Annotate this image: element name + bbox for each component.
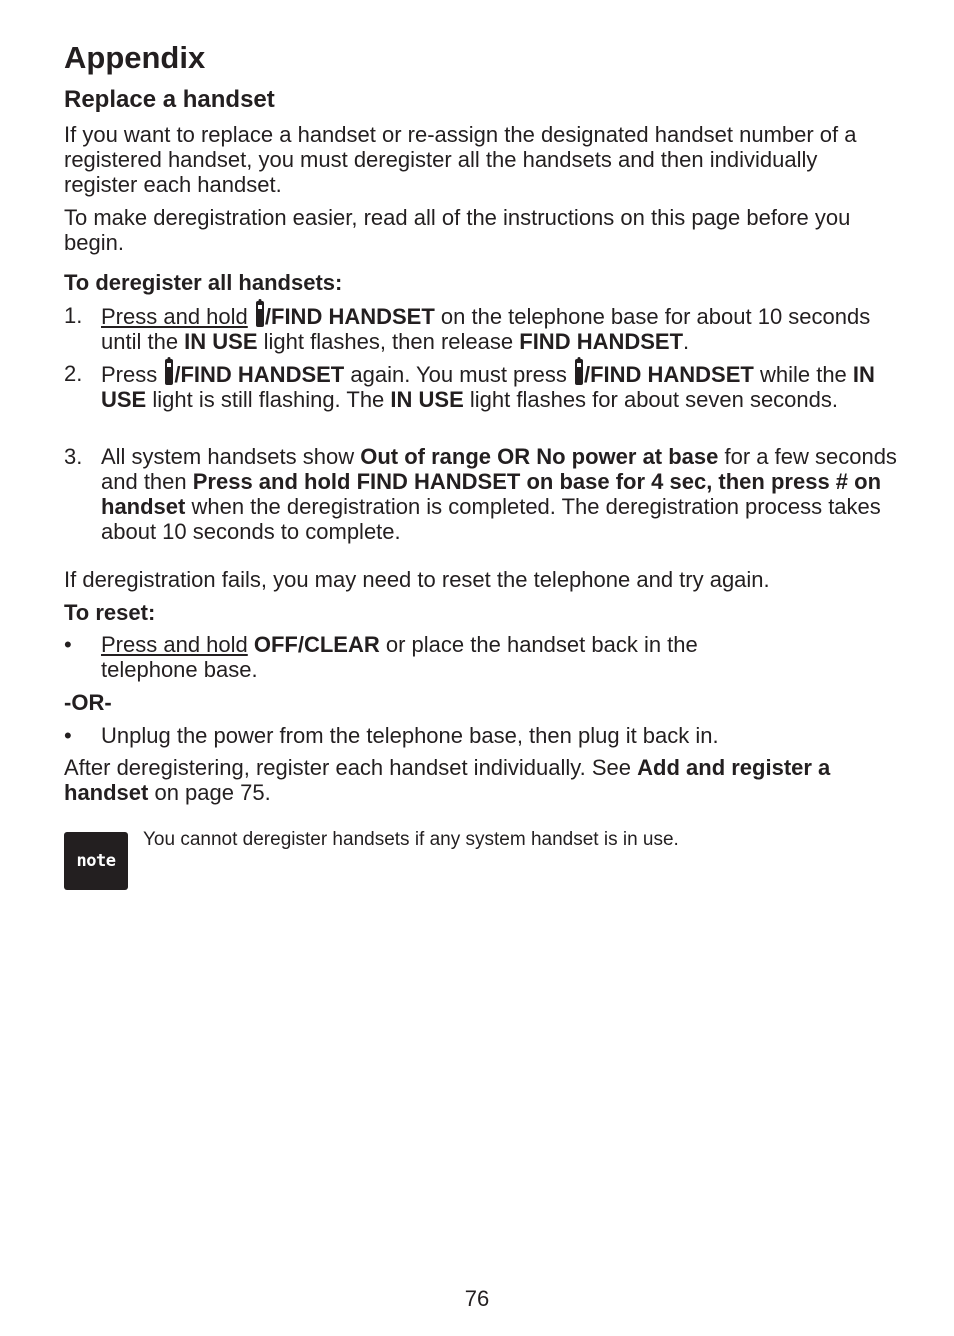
add-register-reference: Add and register a handset [64, 755, 831, 805]
after-text-a: After deregistering, register each handset individually. See [64, 755, 638, 780]
deregister-heading: To deregister all handsets: [64, 270, 343, 295]
page-title: Appendix [64, 40, 206, 75]
step-2-find-handset-2: /FIND HANDSET [583, 362, 754, 387]
bullet-2: • [64, 723, 72, 748]
handset-icon [163, 361, 173, 383]
step-1-press-hold: Press and hold [101, 304, 248, 329]
step-1-number: 1. [64, 303, 83, 328]
step-3-out-of-range: Out of range OR No power at base [360, 444, 719, 469]
reset-off-clear: OFF/CLEAR [247, 632, 380, 657]
reset-bullet-2-text: Unplug the power from the telephone base, then plug it back in. [101, 723, 719, 748]
step-2-in-use: IN USE [101, 362, 875, 412]
step-1-find-handset: /FIND HANDSET [264, 304, 435, 329]
step-3-number: 3. [64, 444, 83, 469]
or-divider: -OR- [64, 690, 112, 715]
note-text: You cannot deregister handsets if any system handset is in use. [143, 829, 679, 850]
reset-press-hold: Press and hold [101, 632, 248, 657]
handset-icon [573, 361, 583, 383]
page-number: 76 [464, 1286, 490, 1311]
step-1-text [101, 303, 901, 354]
step-2-text-a: Press [101, 362, 164, 387]
step-3-press-hold-msg: Press and hold FIND HANDSET on base for 4 sec, then press # on handset [101, 469, 882, 519]
step-1-in-use: IN USE [184, 329, 258, 354]
step-2-find-handset: /FIND HANDSET [174, 362, 345, 387]
fail-paragraph: If deregistration fails, you may need to reset the telephone and try again. [64, 567, 770, 592]
note-icon [64, 832, 128, 890]
after-text-c: on page 75. [148, 780, 271, 805]
step-2-text-g: light is still flashing. The [146, 387, 391, 412]
step-2-text [101, 361, 901, 412]
step-2-text-i: light flashes for about seven seconds. [463, 387, 838, 412]
step-1-text-c: on the telephone base for about 10 seconds until the [101, 304, 871, 354]
intro-paragraph-2: To make deregistration easier, read all of the instructions on this page before you begin. [64, 205, 851, 255]
step-3-text-e: when the deregistration is completed. The deregistration process takes about 10 seconds to complete. [101, 494, 881, 544]
step-2-text-e: while the [753, 362, 853, 387]
step-3-text-a: All system handsets show [101, 444, 361, 469]
step-3-text [101, 444, 901, 544]
reset-heading: To reset: [64, 600, 156, 625]
step-2-text-c: again. You must press [344, 362, 573, 387]
intro-paragraph-1: If you want to replace a handset or re-assign the designated handset number of a registered handset, you must deregister all the handsets and then individually register each handset. [64, 122, 857, 197]
reset-b1-text: or place the handset back in the telephone base. [101, 632, 698, 682]
step-2-number: 2. [64, 361, 83, 386]
reset-bullet-1-text [101, 632, 781, 682]
step-2-in-use-2: IN USE [390, 387, 464, 412]
handset-icon [254, 303, 264, 325]
bullet-1: • [64, 632, 72, 657]
step-1-find-handset-2: FIND HANDSET [519, 329, 684, 354]
section-heading: Replace a handset [64, 86, 275, 113]
step-1-period: . [683, 329, 690, 354]
step-1-text-e: light flashes, then release [257, 329, 520, 354]
note-label: note [76, 850, 116, 871]
step-3-text-c: for a few seconds and then [101, 444, 897, 494]
after-paragraph [64, 755, 894, 805]
